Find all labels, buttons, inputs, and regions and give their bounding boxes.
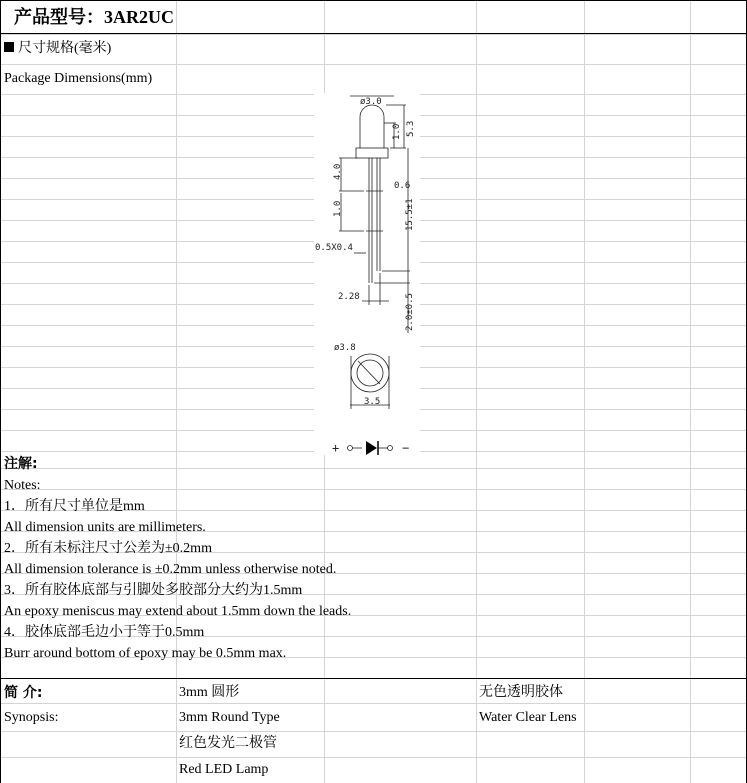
- section-heading-cn-text: 尺寸规格(毫米): [18, 41, 112, 56]
- section-heading-cn: [4, 42, 111, 56]
- led-dome: [360, 105, 384, 148]
- note-1-en: All dimension units are millimeters.: [4, 520, 206, 535]
- synopsis-lens-cn: 无色透明胶体: [479, 685, 563, 700]
- note-2-en: All dimension tolerance is ±0.2mm unless otherwise noted.: [4, 562, 337, 577]
- cathode-sign: −: [402, 441, 410, 455]
- synopsis-type-en: 3mm Round Type: [179, 710, 280, 725]
- notes-heading-en: Notes:: [4, 478, 41, 493]
- page-title: 产品型号：3AR2UC: [14, 7, 174, 27]
- square-bullet-icon: [4, 42, 14, 52]
- synopsis-label-cn: 简 介:: [4, 685, 43, 701]
- note-4-cn: 4．胶体底部毛边小于等于0.5mm: [4, 625, 205, 640]
- dim-lead-width: 0.6: [394, 181, 411, 191]
- synopsis-type-cn: 3mm 圆形: [179, 685, 240, 700]
- dim-left-1: 4.0: [333, 163, 343, 180]
- dim-spacing: 2.28: [338, 292, 360, 302]
- notes-heading-cn: 注解:: [4, 456, 38, 472]
- anode-sign: +: [332, 441, 340, 455]
- note-4-en: Burr around bottom of epoxy may be 0.5mm max.: [4, 646, 287, 661]
- dim-diameter-top: ø3.0: [360, 97, 382, 107]
- note-1-cn: 1．所有尺寸单位是mm: [4, 499, 145, 514]
- dim-width: 3.5: [364, 397, 381, 407]
- diode-symbol-icon: [366, 441, 377, 455]
- synopsis-lens-en: Water Clear Lens: [479, 710, 577, 725]
- note-2-cn: 2．所有未标注尺寸公差为±0.2mm: [4, 541, 212, 556]
- dim-top-1: 1.0: [392, 123, 402, 140]
- synopsis-label-en: Synopsis:: [4, 710, 59, 725]
- section-heading-en: Package Dimensions(mm): [4, 71, 153, 86]
- package-dimension-drawing: [314, 93, 420, 455]
- led-flange: [356, 148, 388, 158]
- dim-bottom-tol: 2.0±0.5: [405, 293, 415, 331]
- synopsis-color-cn: 红色发光二极管: [179, 736, 277, 751]
- note-3-cn: 3．所有胶体底部与引脚处多胶部分大约为1.5mm: [4, 583, 303, 598]
- dim-top-2: 5.3: [406, 120, 416, 137]
- dim-length: 15.5±1: [405, 198, 415, 231]
- synopsis-color-en: Red LED Lamp: [179, 762, 269, 777]
- dim-left-2: 1.0: [333, 200, 343, 217]
- note-3-en: An epoxy meniscus may extend about 1.5mm down the leads.: [4, 604, 352, 619]
- dim-flange-dia: ø3.8: [334, 343, 356, 353]
- dim-lead: 0.5X0.4: [315, 243, 353, 253]
